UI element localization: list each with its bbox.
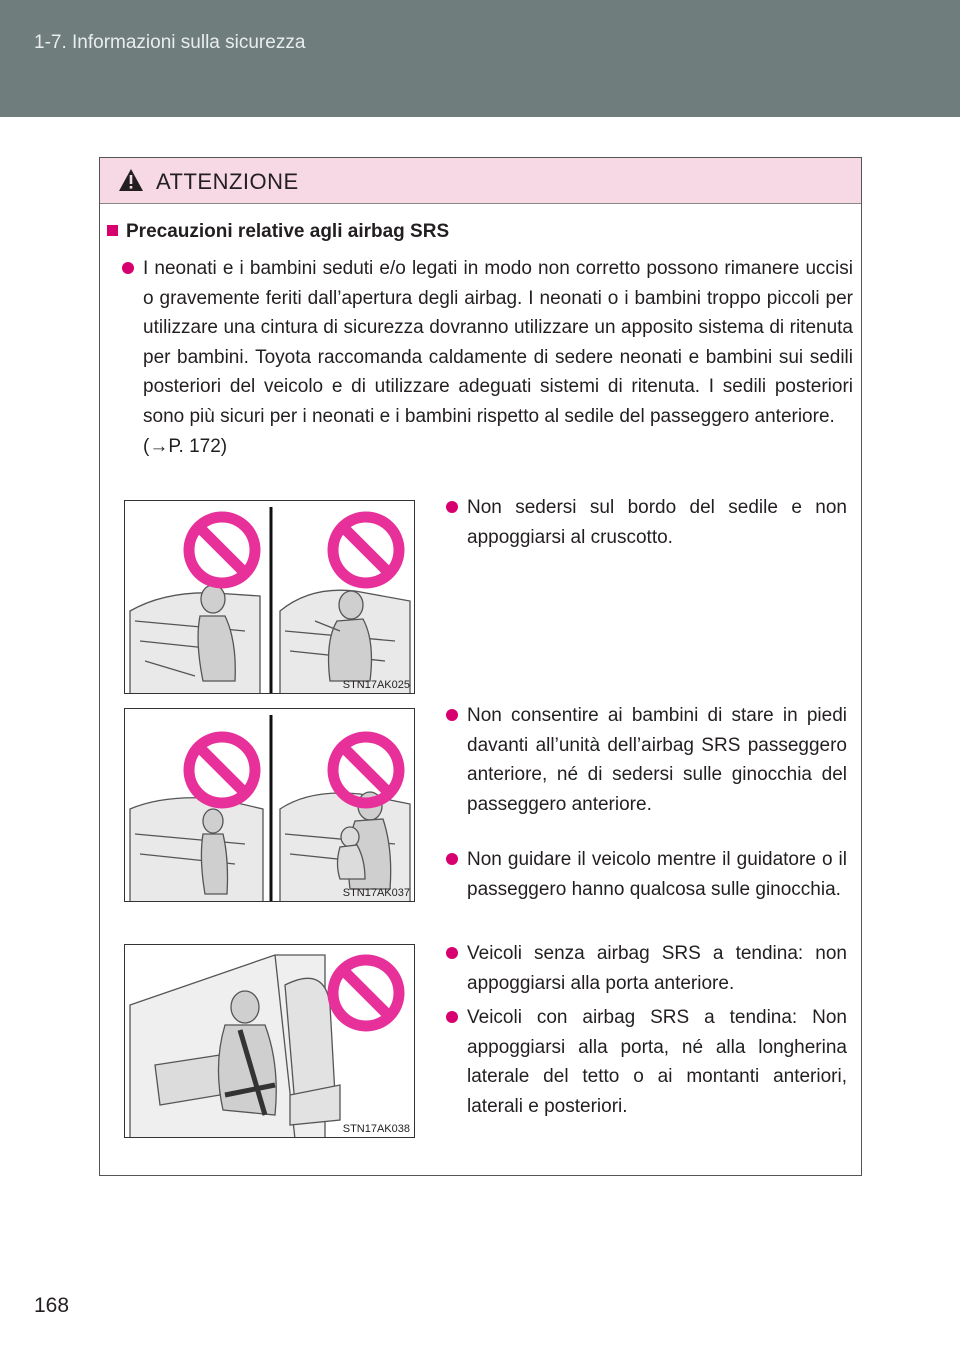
- section-title: 1-7. Informazioni sulla sicurezza: [34, 32, 306, 53]
- precautions-heading: [107, 221, 449, 243]
- figure-code: STN17AK025: [342, 679, 410, 691]
- bullet-icon: [122, 262, 134, 274]
- prohibit-icon: [189, 737, 255, 803]
- intro-text: I neonati e i bambini seduti e/o legati in modo non corretto possono rimanere uccisi o gravemente feriti dall’apertura degli airbag. I neonati o i bambini troppo piccoli per utilizzare una cintura di sicurezza dovranno utilizzare un apposito sistema di ritenuta per bambini. Toyota raccomanda caldamente di sedere neonati e bambini sui sedili posteriori del veicolo e di utilizzare adeguati sistemi di ritenuta. I sedili posteriori sono più sicuri per i neonati e i bambini rispetto al sedile del passeggero anteriore.: [143, 258, 853, 427]
- square-bullet-icon: [107, 225, 118, 236]
- bullet-icon: [446, 947, 458, 959]
- section-header: [0, 0, 960, 117]
- illustration-sit-edge: [125, 501, 415, 694]
- item-text: Veicoli con airbag SRS a tendina: Non appoggiarsi alla porta, né alla longherina laterale del tetto o ai montanti anteriori, laterali e posteriori.: [467, 1007, 847, 1117]
- item-text: Non sedersi sul bordo del sedile e non appoggiarsi al cruscotto.: [467, 497, 847, 548]
- item-text: Veicoli senza airbag SRS a tendina: non appoggiarsi alla porta anteriore.: [467, 943, 847, 994]
- intro-paragraph: [143, 254, 853, 461]
- figure-3: [124, 944, 415, 1138]
- warning-box: [99, 157, 862, 1176]
- page-number: 168: [34, 1294, 70, 1317]
- page-reference: (→P. 172): [143, 435, 228, 457]
- prohibit-icon: [189, 517, 255, 583]
- figure-code: STN17AK037: [342, 887, 410, 899]
- bullet-icon: [446, 1011, 458, 1023]
- warning-header: [100, 158, 861, 204]
- warning-triangle-icon: [118, 168, 144, 192]
- illustration-lean-door: [125, 945, 415, 1138]
- item-no-children-standing: [467, 701, 847, 819]
- figure-1: [124, 500, 415, 694]
- item-nothing-on-lap: [467, 845, 847, 904]
- item-no-edge: [467, 493, 847, 552]
- warning-title: ATTENZIONE: [156, 169, 299, 194]
- item-with-curtain: [467, 1003, 847, 1121]
- figure-2: [124, 708, 415, 902]
- bullet-icon: [446, 501, 458, 513]
- prohibit-icon: [333, 517, 399, 583]
- bullet-icon: [446, 853, 458, 865]
- item-no-curtain: [467, 939, 847, 998]
- illustration-child-standing: [125, 709, 415, 902]
- figure-code: STN17AK038: [342, 1123, 410, 1135]
- prohibit-icon: [333, 960, 399, 1026]
- item-text: Non guidare il veicolo mentre il guidatore o il passeggero hanno qualcosa sulle ginocchia.: [467, 849, 847, 900]
- bullet-icon: [446, 709, 458, 721]
- precautions-heading-text: Precauzioni relative agli airbag SRS: [126, 221, 450, 242]
- item-text: Non consentire ai bambini di stare in piedi davanti all’unità dell’airbag SRS passeggero anteriore, né di sedersi sulle ginocchia del passeggero anteriore.: [467, 705, 847, 815]
